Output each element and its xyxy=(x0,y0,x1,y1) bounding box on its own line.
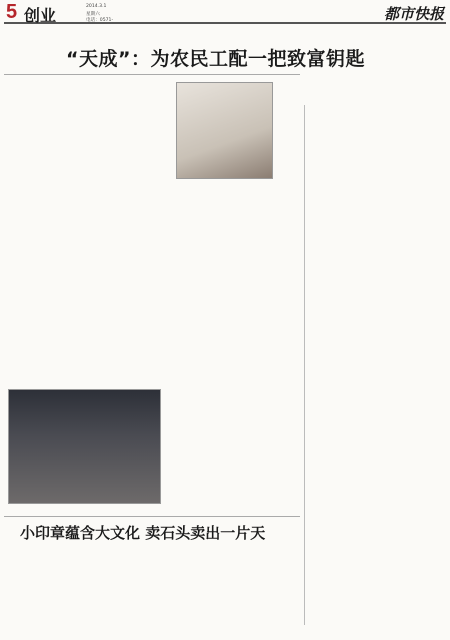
masthead xyxy=(4,2,446,24)
side-article xyxy=(304,105,446,625)
phone-line: 电话：0571- xyxy=(86,18,114,23)
headline-divider xyxy=(4,74,300,75)
section-name: 创业 xyxy=(24,6,57,25)
lead-headline: “天成”：为农民工配一把致富钥匙 xyxy=(66,48,365,70)
brand-logo: 都市快报 xyxy=(383,5,444,23)
feature-title: 小印章蕴含大文化 卖石头卖出一片天 xyxy=(20,524,266,542)
shop-photo xyxy=(8,389,161,504)
lead-photo xyxy=(176,82,273,179)
feature-divider xyxy=(4,516,300,517)
editor-line: 星期六 xyxy=(86,12,100,17)
page-number: 5 xyxy=(6,1,18,23)
date-line: 2014.3.1 xyxy=(86,4,107,9)
